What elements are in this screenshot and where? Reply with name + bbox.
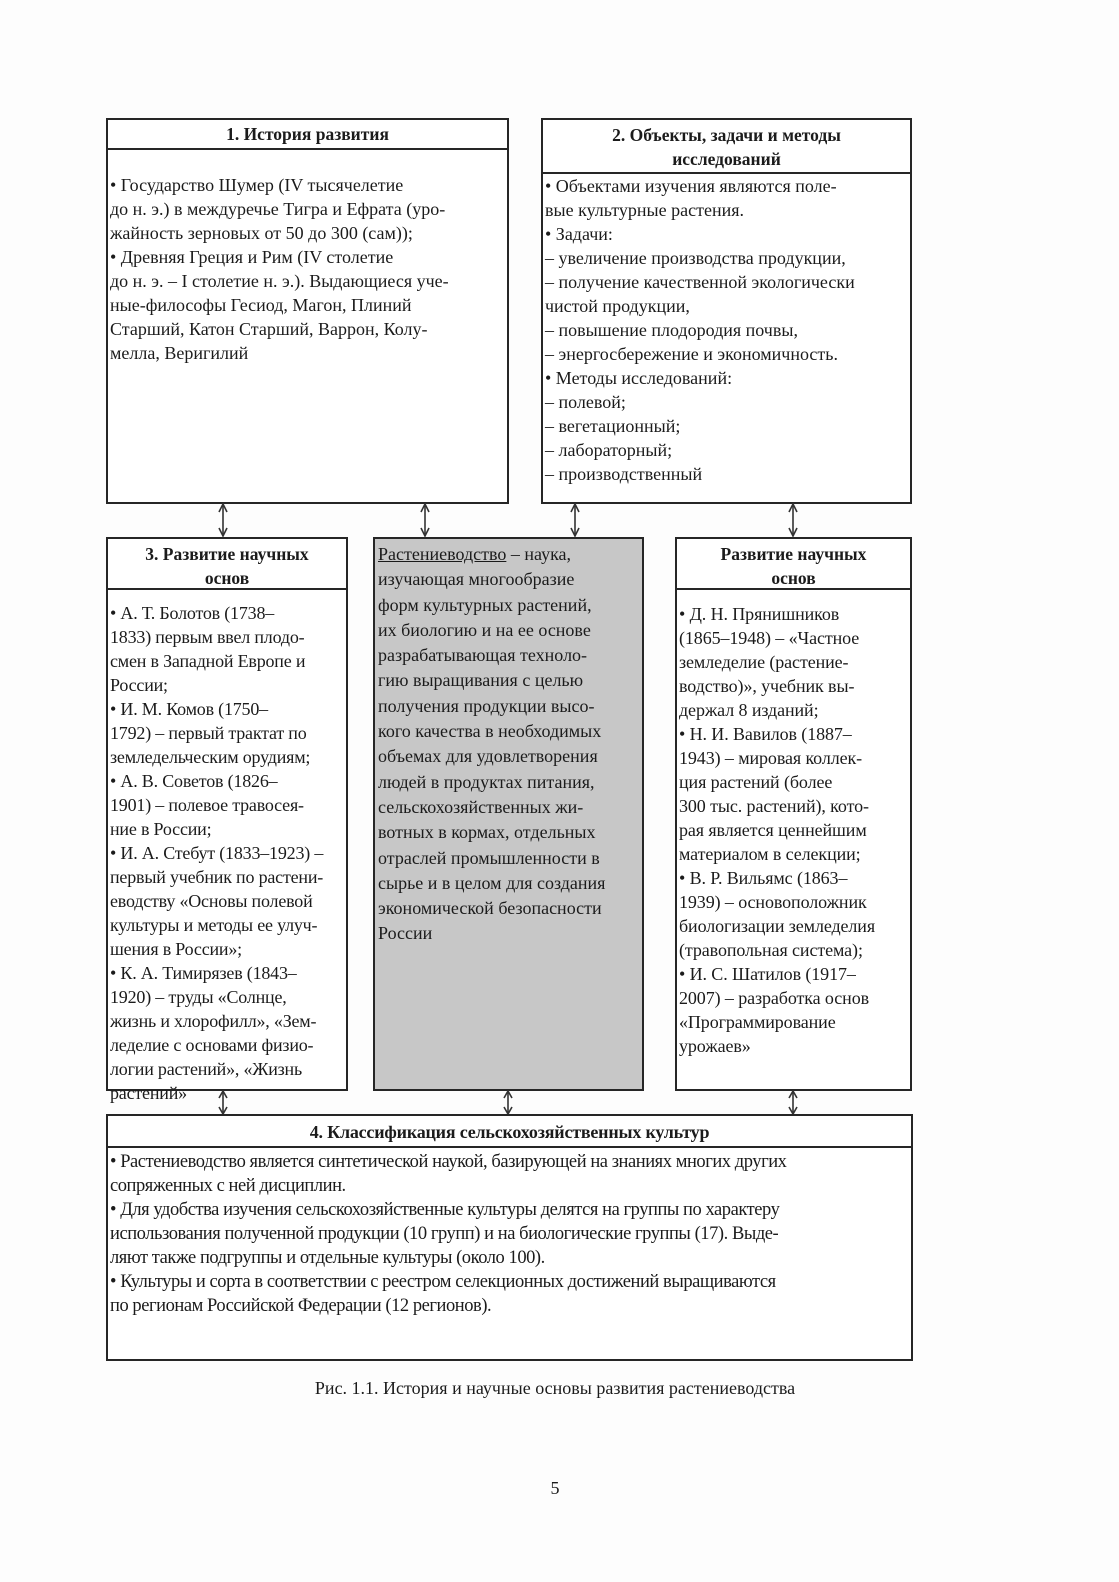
text-line: леделие с основами физио-	[110, 1035, 314, 1055]
text-line: – вегетационный;	[545, 416, 681, 436]
text-line: мелла, Веригилий	[110, 343, 249, 363]
text-line: изучающая многообразие	[378, 569, 575, 590]
text-line: • А. Т. Болотов (1738–	[110, 603, 275, 623]
text-line: сырье и в целом для создания	[378, 872, 606, 893]
double-arrow-icon	[787, 1090, 799, 1115]
text-line: • Для удобства изучения сельскохозяйственные культуры делятся на группы по характеру	[110, 1200, 780, 1220]
text-line: • В. Р. Вильямс (1863–	[679, 868, 848, 888]
classification-box-text	[108, 1148, 911, 1318]
text-line: урожаев»	[679, 1036, 751, 1056]
double-arrow-icon	[569, 503, 581, 537]
foundations-continued-title-line-1: Развитие научных	[720, 544, 867, 564]
text-line: гию выращивания с целью	[378, 670, 584, 691]
classification-box-title	[108, 1116, 911, 1148]
text-line: – лабораторный;	[545, 440, 673, 460]
definition-lines	[378, 567, 642, 946]
objects-box-text	[543, 174, 910, 486]
text-line: • К. А. Тимирязев (1843–	[110, 963, 297, 983]
text-line: использования полученной продукции (10 групп) и на биологические группы (17). Выде-	[110, 1224, 779, 1244]
text-line: • И. А. Стебут (1833–1923) –	[110, 843, 324, 863]
text-line: • Задачи:	[545, 224, 613, 244]
objects-tasks-methods-box	[541, 118, 912, 504]
text-line: форм культурных растений,	[378, 594, 592, 615]
text-line: сопряженных с ней дисциплин.	[110, 1176, 346, 1196]
text-line: получения продукции высо-	[378, 695, 595, 716]
double-arrow-icon	[419, 503, 431, 537]
double-arrow-icon	[217, 503, 229, 537]
double-arrow-icon	[217, 1090, 229, 1115]
text-line: разрабатывающая техноло-	[378, 645, 588, 666]
text-line: России;	[110, 675, 168, 695]
text-line: людей в продуктах питания,	[378, 771, 595, 792]
text-line: • Государство Шумер (IV тысячелетие	[110, 175, 404, 195]
double-arrow-icon	[787, 503, 799, 537]
text-line: 1943) – мировая коллек-	[679, 748, 863, 768]
text-line: 1920) – труды «Солнце,	[110, 987, 287, 1007]
text-line: – увеличение производства продукции,	[545, 248, 846, 268]
foundations-continued-text	[677, 590, 910, 1058]
text-line: земледельческим орудиям;	[110, 747, 311, 767]
text-line: • Растениеводство является синтетической наукой, базирующей на знаниях многих других	[110, 1152, 787, 1172]
text-line: первый учебник по растени-	[110, 867, 324, 887]
text-line: 1792) – первый трактат по	[110, 723, 307, 743]
text-line: смен в Западной Европе и	[110, 651, 306, 671]
text-line: рая является ценнейшим	[679, 820, 867, 840]
text-line: сельскохозяйственных жи-	[378, 796, 584, 817]
history-box	[106, 118, 509, 504]
text-line: – получение качественной экологически	[545, 272, 855, 292]
page-number: 5	[550, 1478, 560, 1498]
text-line: ция растений (более	[679, 772, 833, 792]
text-line: жизнь и хлорофилл», «Зем-	[110, 1011, 317, 1031]
definition-first-line-rest: – наука,	[506, 544, 572, 564]
text-line: до н. э. – I столетие н. э.). Выдающиеся уче-	[110, 271, 449, 291]
text-line: «Программирование	[679, 1012, 836, 1032]
classification-title-text: 4. Классификация сельскохозяйственных культур	[309, 1122, 710, 1142]
text-line: ные-философы Гесиод, Магон, Плиний	[110, 295, 412, 315]
foundations-box-title	[108, 539, 346, 590]
text-line: материалом в селекции;	[679, 844, 861, 864]
objects-title-line-2: исследований	[672, 149, 781, 169]
foundations-continued-title-line-2: основ	[771, 568, 816, 588]
text-line: • И. М. Комов (1750–	[110, 699, 268, 719]
text-line: • Объектами изучения являются поле-	[545, 176, 837, 196]
text-line: – полевой;	[545, 392, 626, 412]
definition-box	[373, 537, 644, 1091]
objects-box-title	[543, 120, 910, 174]
text-line: их биологию и на ее основе	[378, 619, 591, 640]
text-line: кого качества в необходимых	[378, 721, 602, 742]
text-line: до н. э.) в междуречье Тигра и Ефрата (уро-	[110, 199, 446, 219]
text-line: чистой продукции,	[545, 296, 690, 316]
text-line: вые культурные растения.	[545, 200, 745, 220]
text-line: Старший, Катон Старший, Варрон, Колу-	[110, 319, 428, 339]
text-line: – производственный	[545, 464, 703, 484]
text-line: объемах для удовлетворения	[378, 746, 598, 767]
text-line: водство)», учебник вы-	[679, 676, 855, 696]
history-title-text: 1. История развития	[226, 124, 389, 144]
foundations-box-text	[108, 590, 346, 1105]
foundations-continued-title	[677, 539, 910, 590]
text-line: • Методы исследований:	[545, 368, 733, 388]
classification-box	[106, 1114, 913, 1361]
text-line: по регионам Российской Федерации (12 регионов).	[110, 1296, 492, 1316]
objects-title-line-1: 2. Объекты, задачи и методы	[612, 125, 841, 145]
text-line: • Древняя Греция и Рим (IV столетие	[110, 247, 394, 267]
text-line: отраслей промышленности в	[378, 847, 600, 868]
text-line: жайность зерновых от 50 до 300 (сам));	[110, 223, 413, 243]
text-line: еводству «Основы полевой	[110, 891, 313, 911]
text-line: • А. В. Советов (1826–	[110, 771, 278, 791]
text-line: 300 тыс. растений), кото-	[679, 796, 869, 816]
text-line: • Культуры и сорта в соответствии с реестром селекционных достижений выращиваются	[110, 1272, 776, 1292]
text-line: – энергосбережение и экономичность.	[545, 344, 838, 364]
history-box-text	[108, 150, 507, 365]
text-line: вотных в кормах, отдельных	[378, 822, 596, 843]
definition-first-line	[378, 542, 642, 567]
text-line: 1833) первым ввел плодо-	[110, 627, 305, 647]
double-arrow-icon	[502, 1090, 514, 1115]
text-line: культуры и методы ее улуч-	[110, 915, 318, 935]
scientific-foundations-continued-box	[675, 537, 912, 1091]
text-line: логии растений», «Жизнь	[110, 1059, 302, 1079]
text-line: • И. С. Шатилов (1917–	[679, 964, 856, 984]
figure-caption: Рис. 1.1. История и научные основы развития растениеводства	[314, 1378, 796, 1398]
text-line: • Д. Н. Прянишников	[679, 604, 840, 624]
text-line: 1901) – полевое травосея-	[110, 795, 304, 815]
text-line: 1939) – основоположник	[679, 892, 867, 912]
definition-term: Растениеводство	[378, 544, 507, 564]
text-line: ляют также подгруппы и отдельные культуры (около 100).	[110, 1248, 545, 1268]
scientific-foundations-box	[106, 537, 348, 1103]
text-line: – повышение плодородия почвы,	[545, 320, 798, 340]
text-line: растений»	[110, 1083, 187, 1103]
definition-text	[375, 539, 642, 947]
text-line: земледелие (растение-	[679, 652, 849, 672]
text-line: 2007) – разработка основ	[679, 988, 870, 1008]
text-line: биологизации земледелия	[679, 916, 876, 936]
text-line: • Н. И. Вавилов (1887–	[679, 724, 852, 744]
text-line: (1865–1948) – «Частное	[679, 628, 860, 648]
text-line: шения в России»;	[110, 939, 242, 959]
text-line: держал 8 изданий;	[679, 700, 819, 720]
text-line: России	[378, 923, 433, 944]
text-line: экономической безопасности	[378, 898, 602, 919]
history-box-title	[108, 120, 507, 150]
foundations-title-line-2: основ	[204, 568, 250, 588]
foundations-title-line-1: 3. Развитие научных	[145, 544, 309, 564]
text-line: (травопольная система);	[679, 940, 863, 960]
text-line: ние в России;	[110, 819, 212, 839]
